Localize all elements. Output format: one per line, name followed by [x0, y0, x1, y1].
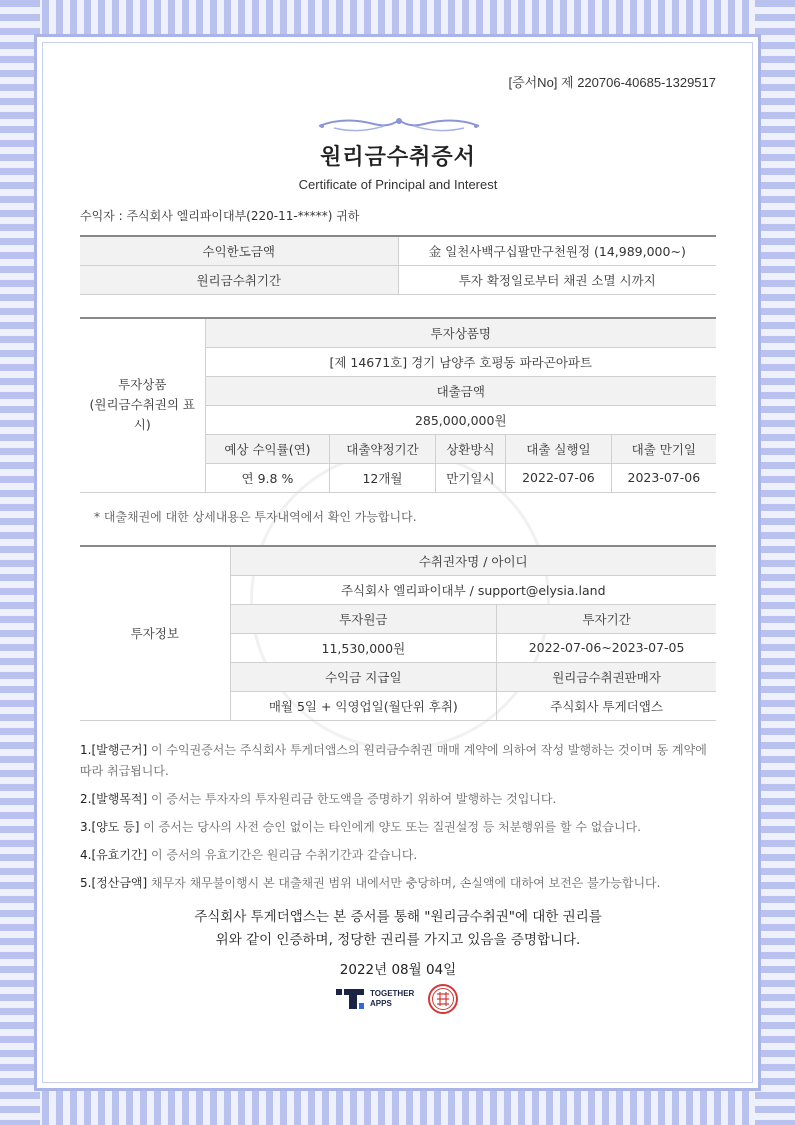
list-item [80, 817, 716, 838]
page-subtitle: Certificate of Principal and Interest [298, 177, 498, 192]
company-logo [336, 986, 426, 1012]
principal-value: 11,530,000원 [230, 633, 497, 662]
clause-body: 이 증서의 유효기간은 원리금 수취기간과 같습니다. [147, 848, 418, 862]
loan-amount-label: 대출금액 [205, 376, 716, 405]
period-value: 투자 확정일로부터 채권 소멸 시까지 [398, 265, 716, 294]
payday-label: 수익금 지급일 [230, 662, 497, 691]
investment-table [80, 545, 716, 721]
table-cell: 2022-07-06 [506, 463, 611, 492]
period-label: 원리금수취기간 [80, 265, 398, 294]
investment-side-label: 투자정보 [80, 546, 230, 720]
payday-value: 매월 5일 + 익영업일(월단위 후취) [230, 691, 497, 720]
principal-label: 투자원금 [230, 604, 497, 633]
limit-label: 수익한도금액 [80, 236, 398, 265]
terms-list [80, 740, 716, 901]
list-item [80, 845, 716, 866]
product-table [80, 317, 716, 493]
product-side-line: 시) [133, 417, 151, 433]
table-row [80, 236, 716, 265]
border-pattern-bottom [0, 1085, 795, 1125]
limit-value: 金 일천사백구십팔만구천원정 (14,989,000~) [398, 236, 716, 265]
clause-body: 이 수익권증서는 주식회사 투게더앱스의 원리금수취권 매매 계약에 의하여 작성 발행하는 것이며 동 계약에 따라 취급됩니다. [80, 743, 707, 778]
seller-value: 주식회사 투게더앱스 [497, 691, 716, 720]
logo-text-line: APPS [370, 999, 392, 1008]
clause-head: 1.[발행근거] [80, 743, 148, 757]
column-header: 상환방식 [435, 434, 506, 463]
product-side-label [80, 318, 205, 492]
table-row [80, 546, 716, 575]
closing-statement [80, 906, 716, 952]
holder-label: 수취권자명 / 아이디 [230, 546, 716, 575]
company-seal-icon [427, 983, 459, 1015]
logo-text-line: TOGETHER [370, 989, 415, 998]
clause-head: 3.[양도 등] [80, 820, 140, 834]
closing-line: 위와 같이 인증하며, 정당한 권리를 가지고 있음을 증명합니다. [215, 932, 581, 948]
product-name-label: 투자상품명 [205, 318, 716, 347]
table-cell: 연 9.8 % [205, 463, 330, 492]
clause-head: 4.[유효기간] [80, 848, 148, 862]
border-pattern-right [755, 0, 795, 1125]
loan-amount-value: 285,000,000원 [205, 405, 716, 434]
clause-body: 이 증서는 당사의 사전 승인 없이는 타인에게 양도 또는 질권설정 등 처분행위를 할 수 없습니다. [139, 820, 641, 834]
term-value: 2022-07-06~2023-07-05 [497, 633, 716, 662]
certificate-number: [증서No] 제 220706-40685-1329517 [508, 75, 716, 90]
product-side-line: 투자상품 [118, 377, 167, 393]
seller-label: 원리금수취권판매자 [497, 662, 716, 691]
table-cell: 12개월 [330, 463, 435, 492]
holder-value: 주식회사 엘리파이대부 / support@elysia.land [230, 575, 716, 604]
closing-line: 주식회사 투게더앱스는 본 증서를 통해 "원리금수취권"에 대한 권리를 [194, 909, 602, 925]
column-header: 대출약정기간 [330, 434, 435, 463]
column-header: 대출 만기일 [611, 434, 716, 463]
product-side-line: (원리금수취권의 표 [89, 397, 195, 413]
product-name-value: [제 14671호] 경기 남양주 호평동 파라곤아파트 [205, 347, 716, 376]
page-title: 원리금수취증서 [320, 145, 476, 170]
logo-text [370, 989, 414, 1009]
clause-head: 5.[정산금액] [80, 876, 148, 890]
detail-note: * 대출채권에 대한 상세내용은 투자내역에서 확인 가능합니다. [94, 510, 417, 524]
recipient-line: 수익자 : 주식회사 엘리파이대부(220-11-*****) 귀하 [80, 209, 360, 223]
issue-date: 2022년 08월 04일 [339, 962, 457, 978]
clause-body: 이 증서는 투자자의 투자원리금 한도액을 증명하기 위하여 발행하는 것입니다. [147, 792, 557, 806]
list-item [80, 789, 716, 810]
table-row [80, 318, 716, 347]
summary-table [80, 235, 716, 295]
term-label: 투자기간 [497, 604, 716, 633]
together-apps-logo-icon [336, 989, 366, 1009]
clause-head: 2.[발행목적] [80, 792, 148, 806]
table-cell: 만기일시 [435, 463, 506, 492]
column-header: 대출 실행일 [506, 434, 611, 463]
column-header: 예상 수익률(연) [205, 434, 330, 463]
table-cell: 2023-07-06 [611, 463, 716, 492]
list-item [80, 873, 716, 894]
title-ornament-icon [314, 112, 484, 134]
table-row [80, 265, 716, 294]
clause-body: 채무자 채무불이행시 본 대출채권 범위 내에서만 충당하며, 손실액에 대하여 보전은 불가능합니다. [147, 876, 661, 890]
list-item [80, 740, 716, 782]
